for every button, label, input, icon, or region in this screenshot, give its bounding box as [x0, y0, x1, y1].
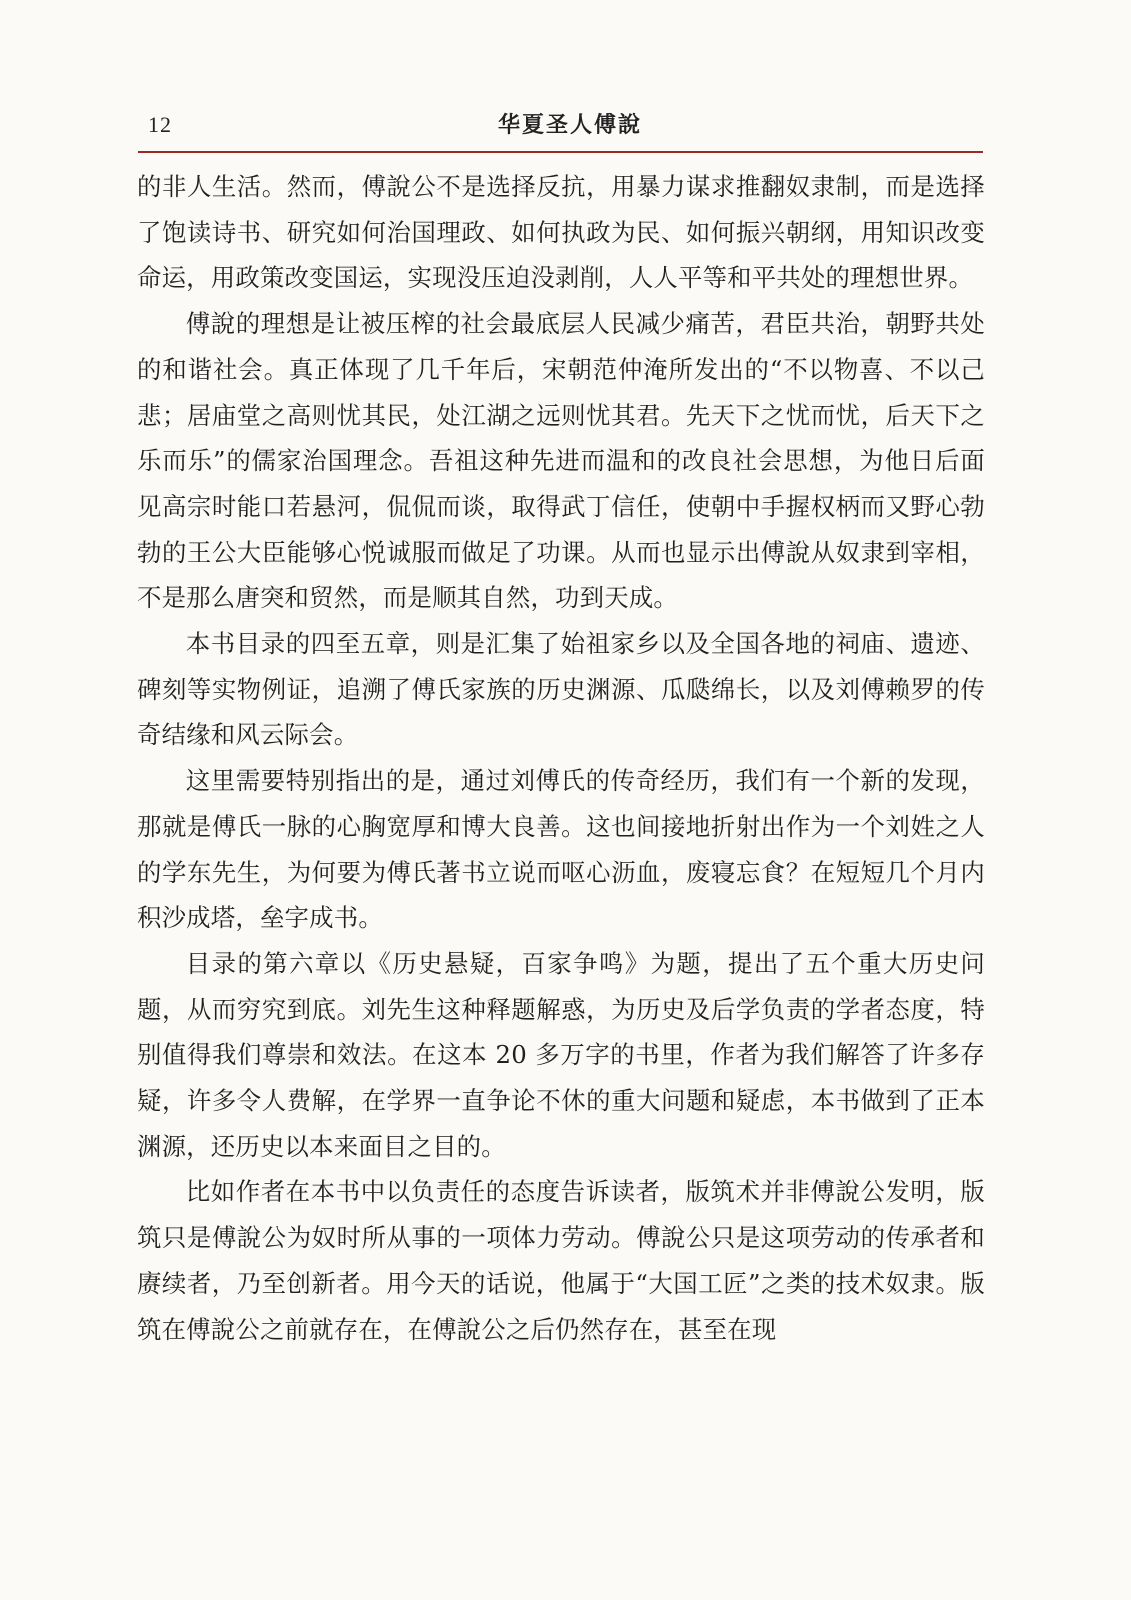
paragraph: 比如作者在本书中以负责任的态度告诉读者，版筑术并非傅說公发明，版筑只是傅說公为奴时所从事的一项体力劳动。傅說公只是这项劳动的传承者和赓续者，乃至创新者。用今天的话说，他属于“大国工匠”之类的技术奴隶。版筑在傅說公之前就存在，在傅說公之后仍然存在，甚至在现 [137, 1177, 985, 1344]
paragraph: 这里需要特别指出的是，通过刘傅氏的传奇经历，我们有一个新的发现，那就是傅氏一脉的心胸宽厚和博大良善。这也间接地折射出作为一个刘姓之人的学东先生，为何要为傅氏著书立说而呕心沥血，废寝忘食？在短短几个月内积沙成塔，垒字成书。 [137, 766, 985, 933]
paragraph: 的非人生活。然而，傅說公不是选择反抗，用暴力谋求推翻奴隶制，而是选择了饱读诗书、研究如何治国理政、如何执政为民、如何振兴朝纲，用知识改变命运，用政策改变国运，实现没压迫没剥削，人人平等和平共处的理想世界。 [137, 172, 985, 293]
running-title: 华夏圣人傅說 [497, 112, 642, 138]
page-number: 12 [148, 112, 172, 137]
paragraph: 目录的第六章以《历史悬疑，百家争鸣》为题，提出了五个重大历史问题，从而穷究到底。刘先生这种释题解惑，为历史及后学负责的学者态度，特别值得我们尊崇和效法。在这本 20 多万字的书里，作者为我们解答了许多存疑，许多令人费解，在学界一直争论不休的重大问题和疑虑，本书做到了正本渊源，还历史以本来面目之目的。 [137, 948, 985, 1161]
body-text [137, 164, 985, 1352]
paragraph: 本书目录的四至五章，则是汇集了始祖家乡以及全国各地的祠庙、遗迹、碑刻等实物例证，追溯了傅氏家族的历史渊源、瓜瓞绵长，以及刘傅赖罗的传奇结缘和风云际会。 [137, 629, 985, 750]
paragraph: 傅說的理想是让被压榨的社会最底层人民减少痛苦，君臣共治，朝野共处的和谐社会。真正体现了几千年后，宋朝范仲淹所发出的“不以物喜、不以己悲；居庙堂之高则忧其民，处江湖之远则忧其君。先天下之忧而忧，后天下之乐而乐”的儒家治国理念。吾祖这种先进而温和的改良社会思想，为他日后面见高宗时能口若悬河，侃侃而谈，取得武丁信任，使朝中手握权柄而又野心勃勃的王公大臣能够心悦诚服而做足了功课。从而也显示出傅說从奴隶到宰相，不是那么唐突和贸然，而是顺其自然，功到天成。 [137, 309, 985, 613]
header-divider [138, 151, 983, 153]
